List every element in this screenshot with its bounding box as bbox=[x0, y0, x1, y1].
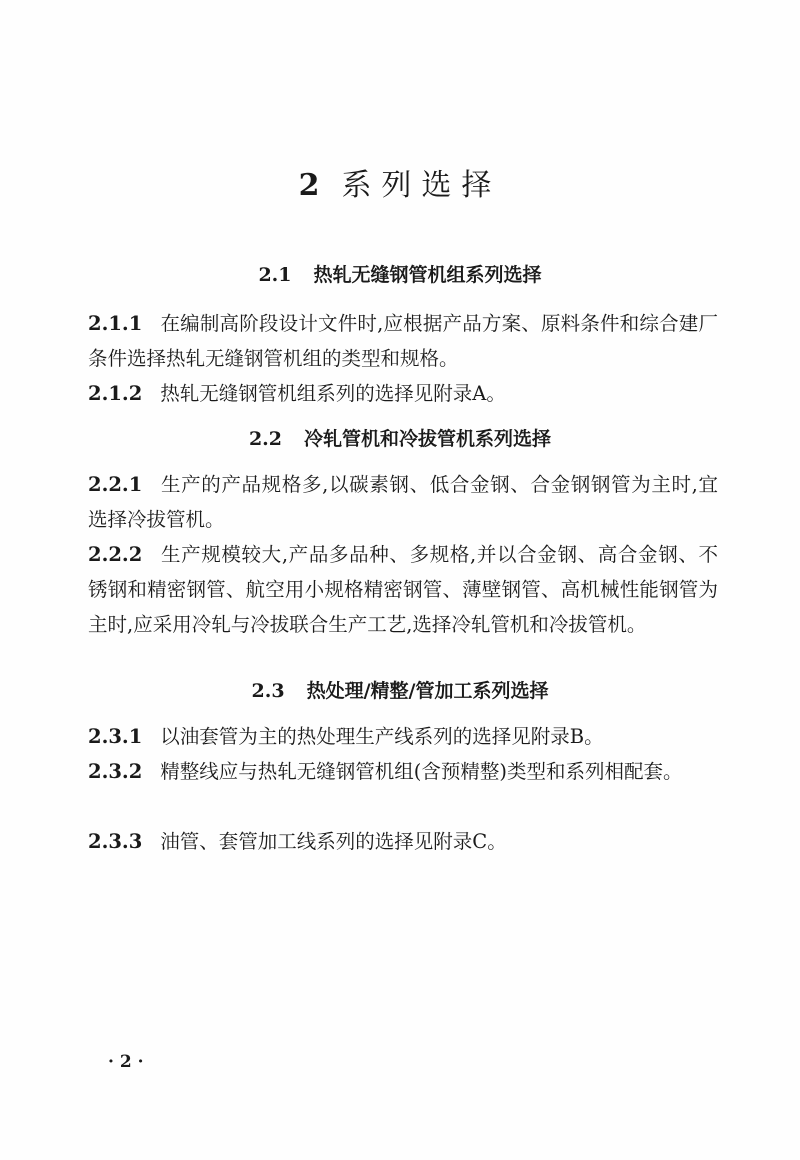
section-number: 2.1 bbox=[258, 264, 292, 286]
section-heading-2-3 bbox=[0, 676, 800, 703]
clause-number: 2.1.2 bbox=[88, 382, 143, 405]
section-heading-2-2 bbox=[0, 424, 800, 451]
clause-2-3-3 bbox=[88, 824, 718, 859]
clause-2-3-2 bbox=[88, 754, 718, 789]
clause-number: 2.3.2 bbox=[88, 760, 143, 783]
clause-2-1-1 bbox=[88, 306, 718, 376]
clause-number: 2.3.1 bbox=[88, 725, 143, 748]
section-title-text: 热轧无缝钢管机组系列选择 bbox=[313, 264, 542, 286]
clause-text: 在编制高阶段设计文件时,应根据产品方案、原料条件和综合建厂条件选择热轧无缝钢管机组的类型和规格。 bbox=[88, 312, 718, 370]
clause-number: 2.2.1 bbox=[88, 473, 143, 496]
section-number: 2.2 bbox=[248, 428, 283, 450]
chapter-title-text: 系列选择 bbox=[341, 168, 502, 203]
section-title-text: 冷轧管机和冷拔管机系列选择 bbox=[304, 428, 552, 450]
clause-number: 2.2.2 bbox=[88, 543, 143, 566]
clause-text: 以油套管为主的热处理生产线系列的选择见附录B。 bbox=[160, 725, 604, 748]
clause-2-3-1 bbox=[88, 719, 718, 754]
clause-2-1-2 bbox=[88, 376, 718, 411]
clause-2-2-1 bbox=[88, 467, 718, 537]
section-heading-2-1 bbox=[0, 260, 800, 287]
clause-2-2-2 bbox=[88, 537, 718, 642]
chapter-number: 2 bbox=[298, 168, 320, 203]
section-title-text: 热处理/精整/管加工系列选择 bbox=[306, 680, 549, 702]
clause-text: 生产的产品规格多,以碳素钢、低合金钢、合金钢钢管为主时,宜选择冷拔管机。 bbox=[88, 473, 718, 531]
clause-text: 热轧无缝钢管机组系列的选择见附录A。 bbox=[160, 382, 506, 405]
clause-number: 2.1.1 bbox=[88, 312, 143, 335]
clause-text: 精整线应与热轧无缝钢管机组(含预精整)类型和系列相配套。 bbox=[160, 760, 683, 783]
clause-number: 2.3.3 bbox=[88, 830, 143, 853]
chapter-title bbox=[0, 160, 800, 204]
clause-text: 油管、套管加工线系列的选择见附录C。 bbox=[160, 830, 507, 853]
section-number: 2.3 bbox=[251, 680, 285, 702]
page-number: · 2 · bbox=[108, 1052, 144, 1072]
clause-text: 生产规模较大,产品多品种、多规格,并以合金钢、高合金钢、不锈钢和精密钢管、航空用小规格精密钢管、薄壁钢管、高机械性能钢管为主时,应采用冷轧与冷拔联合生产工艺,选择冷轧管机和冷拔管机。 bbox=[88, 543, 718, 636]
